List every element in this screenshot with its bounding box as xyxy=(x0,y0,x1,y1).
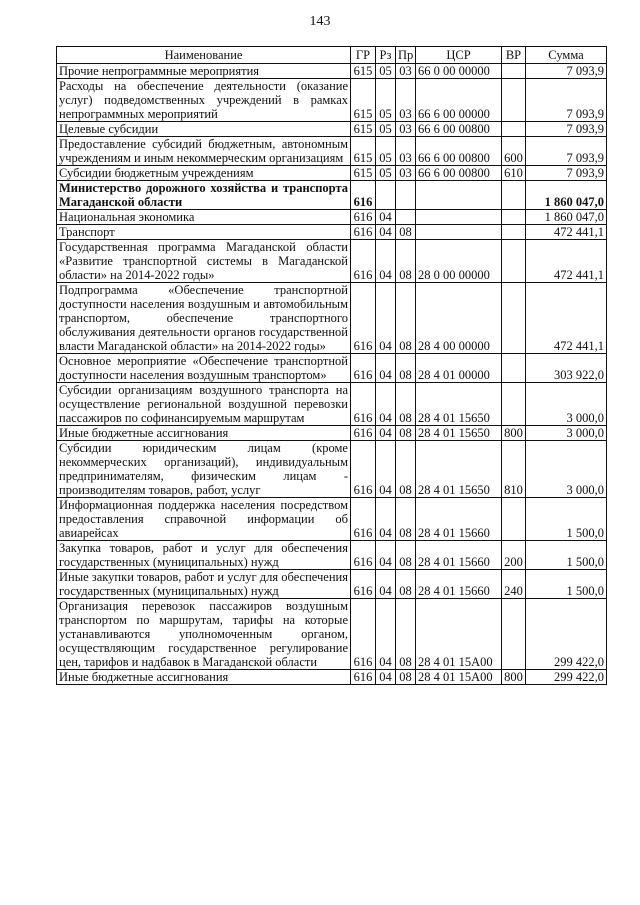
cell-rz: 05 xyxy=(376,64,396,79)
cell-pr: 08 xyxy=(396,383,416,426)
table-row xyxy=(57,122,607,137)
table-row xyxy=(57,225,607,240)
header-sum: Сумма xyxy=(526,47,607,64)
cell-rz xyxy=(376,181,396,210)
cell-pr: 08 xyxy=(396,283,416,354)
cell-gr: 616 xyxy=(351,570,376,599)
cell-pr: 08 xyxy=(396,225,416,240)
cell-rz: 05 xyxy=(376,166,396,181)
cell-vr xyxy=(502,181,526,210)
cell-gr: 616 xyxy=(351,441,376,498)
header-name: Наименование xyxy=(57,47,351,64)
cell-name: Субсидии организациям воздушного транспорта на осуществление региональной воздушной перевозки пассажиров по софинансируемым маршрутам xyxy=(57,383,351,426)
cell-vr xyxy=(502,122,526,137)
table-header-row xyxy=(57,47,607,64)
table-row xyxy=(57,426,607,441)
cell-name: Субсидии бюджетным учреждениям xyxy=(57,166,351,181)
cell-name: Национальная экономика xyxy=(57,210,351,225)
cell-name: Транспорт xyxy=(57,225,351,240)
table-row xyxy=(57,670,607,685)
cell-gr: 616 xyxy=(351,383,376,426)
cell-sum: 7 093,9 xyxy=(526,64,607,79)
cell-rz: 05 xyxy=(376,122,396,137)
cell-vr xyxy=(502,383,526,426)
cell-name: Предоставление субсидий бюджетным, автономным учреждениям и иным некоммерческим организациям xyxy=(57,137,351,166)
cell-vr xyxy=(502,599,526,670)
cell-rz: 04 xyxy=(376,670,396,685)
cell-rz: 05 xyxy=(376,79,396,122)
cell-name: Подпрограмма «Обеспечение транспортной доступности населения воздушным и автомобильным транспортом, обеспечение транспортного обслуживания деятельности органов государственной власти Магаданской области» на 2014-2022 годы» xyxy=(57,283,351,354)
header-pr: Пр xyxy=(396,47,416,64)
cell-sum: 472 441,1 xyxy=(526,225,607,240)
cell-vr xyxy=(502,283,526,354)
table-row xyxy=(57,64,607,79)
cell-rz: 04 xyxy=(376,498,396,541)
cell-csr: 28 4 01 00000 xyxy=(416,354,502,383)
cell-pr: 08 xyxy=(396,541,416,570)
table-row xyxy=(57,498,607,541)
cell-pr: 08 xyxy=(396,498,416,541)
cell-sum: 472 441,1 xyxy=(526,283,607,354)
cell-csr: 66 6 00 00800 xyxy=(416,122,502,137)
cell-csr: 28 4 01 15660 xyxy=(416,541,502,570)
cell-rz: 04 xyxy=(376,225,396,240)
cell-vr xyxy=(502,210,526,225)
cell-rz: 04 xyxy=(376,441,396,498)
cell-gr: 616 xyxy=(351,426,376,441)
cell-gr: 615 xyxy=(351,166,376,181)
cell-sum: 7 093,9 xyxy=(526,137,607,166)
header-gr: ГР xyxy=(351,47,376,64)
cell-vr: 600 xyxy=(502,137,526,166)
table-row xyxy=(57,181,607,210)
cell-pr: 08 xyxy=(396,354,416,383)
cell-pr: 08 xyxy=(396,599,416,670)
cell-csr: 66 6 00 00800 xyxy=(416,137,502,166)
cell-name: Государственная программа Магаданской области «Развитие транспортной системы в Магаданской области» на 2014-2022 годы» xyxy=(57,240,351,283)
cell-name: Субсидии юридическим лицам (кроме некоммерческих организаций), индивидуальным предпринимателям, физическим лицам - производителям товаров, работ, услуг xyxy=(57,441,351,498)
table-row xyxy=(57,283,607,354)
cell-gr: 615 xyxy=(351,64,376,79)
cell-vr xyxy=(502,225,526,240)
cell-gr: 616 xyxy=(351,181,376,210)
cell-csr: 28 4 01 15650 xyxy=(416,426,502,441)
cell-rz: 04 xyxy=(376,426,396,441)
cell-pr: 08 xyxy=(396,570,416,599)
cell-rz: 04 xyxy=(376,354,396,383)
table-row xyxy=(57,383,607,426)
cell-name: Иные бюджетные ассигнования xyxy=(57,670,351,685)
cell-pr: 03 xyxy=(396,166,416,181)
cell-name: Целевые субсидии xyxy=(57,122,351,137)
cell-csr xyxy=(416,210,502,225)
cell-csr: 66 6 00 00000 xyxy=(416,79,502,122)
table-row xyxy=(57,79,607,122)
cell-csr: 28 0 00 00000 xyxy=(416,240,502,283)
cell-sum: 299 422,0 xyxy=(526,599,607,670)
cell-sum: 299 422,0 xyxy=(526,670,607,685)
table-row xyxy=(57,570,607,599)
cell-sum: 1 500,0 xyxy=(526,541,607,570)
cell-name: Прочие непрограммные мероприятия xyxy=(57,64,351,79)
cell-sum: 1 500,0 xyxy=(526,570,607,599)
cell-sum: 1 860 047,0 xyxy=(526,210,607,225)
cell-name: Министерство дорожного хозяйства и транспорта Магаданской области xyxy=(57,181,351,210)
cell-vr xyxy=(502,79,526,122)
table-row xyxy=(57,599,607,670)
cell-pr: 08 xyxy=(396,426,416,441)
cell-pr: 03 xyxy=(396,137,416,166)
cell-csr: 28 4 00 00000 xyxy=(416,283,502,354)
cell-vr xyxy=(502,498,526,541)
table-row xyxy=(57,137,607,166)
cell-pr: 03 xyxy=(396,79,416,122)
cell-pr: 03 xyxy=(396,122,416,137)
cell-gr: 616 xyxy=(351,498,376,541)
cell-pr: 08 xyxy=(396,670,416,685)
cell-vr: 240 xyxy=(502,570,526,599)
cell-name: Расходы на обеспечение деятельности (оказание услуг) подведомственных учреждений в рамках непрограммных мероприятий xyxy=(57,79,351,122)
cell-vr xyxy=(502,240,526,283)
cell-sum: 303 922,0 xyxy=(526,354,607,383)
cell-name: Иные бюджетные ассигнования xyxy=(57,426,351,441)
budget-table xyxy=(56,46,607,685)
table-row xyxy=(57,166,607,181)
cell-csr: 28 4 01 15650 xyxy=(416,441,502,498)
cell-name: Информационная поддержка населения посредством предоставления справочной информации об авиарейсах xyxy=(57,498,351,541)
cell-gr: 616 xyxy=(351,541,376,570)
cell-pr xyxy=(396,210,416,225)
cell-gr: 616 xyxy=(351,210,376,225)
cell-sum: 3 000,0 xyxy=(526,441,607,498)
cell-rz: 04 xyxy=(376,383,396,426)
cell-sum: 3 000,0 xyxy=(526,426,607,441)
cell-sum: 7 093,9 xyxy=(526,79,607,122)
cell-csr: 28 4 01 15А00 xyxy=(416,670,502,685)
cell-sum: 7 093,9 xyxy=(526,122,607,137)
cell-vr: 200 xyxy=(502,541,526,570)
cell-vr: 610 xyxy=(502,166,526,181)
cell-gr: 615 xyxy=(351,122,376,137)
cell-gr: 616 xyxy=(351,240,376,283)
header-vr: ВР xyxy=(502,47,526,64)
cell-sum: 472 441,1 xyxy=(526,240,607,283)
cell-csr: 66 6 00 00800 xyxy=(416,166,502,181)
cell-gr: 616 xyxy=(351,599,376,670)
cell-name: Иные закупки товаров, работ и услуг для обеспечения государственных (муниципальных) нужд xyxy=(57,570,351,599)
header-csr: ЦСР xyxy=(416,47,502,64)
table-row xyxy=(57,441,607,498)
cell-gr: 616 xyxy=(351,670,376,685)
cell-vr: 810 xyxy=(502,441,526,498)
cell-rz: 04 xyxy=(376,283,396,354)
cell-csr: 28 4 01 15660 xyxy=(416,570,502,599)
cell-rz: 04 xyxy=(376,240,396,283)
cell-sum: 1 500,0 xyxy=(526,498,607,541)
cell-csr xyxy=(416,181,502,210)
table-body xyxy=(57,64,607,685)
cell-name: Организация перевозок пассажиров воздушным транспортом по маршрутам, тарифы на которые устанавливаются уполномоченным органом, осуществляющим государственное регулирование цен, тарифов и надбавок в Магаданской области xyxy=(57,599,351,670)
cell-gr: 615 xyxy=(351,137,376,166)
table-row xyxy=(57,210,607,225)
cell-rz: 04 xyxy=(376,210,396,225)
table-row xyxy=(57,240,607,283)
cell-pr: 08 xyxy=(396,240,416,283)
cell-rz: 04 xyxy=(376,599,396,670)
cell-sum: 7 093,9 xyxy=(526,166,607,181)
cell-csr xyxy=(416,225,502,240)
cell-sum: 3 000,0 xyxy=(526,383,607,426)
cell-vr: 800 xyxy=(502,426,526,441)
cell-rz: 05 xyxy=(376,137,396,166)
page-number: 143 xyxy=(309,14,331,29)
cell-gr: 615 xyxy=(351,79,376,122)
cell-csr: 28 4 01 15660 xyxy=(416,498,502,541)
cell-pr: 08 xyxy=(396,441,416,498)
cell-vr: 800 xyxy=(502,670,526,685)
cell-csr: 28 4 01 15А00 xyxy=(416,599,502,670)
cell-rz: 04 xyxy=(376,570,396,599)
cell-rz: 04 xyxy=(376,541,396,570)
cell-sum: 1 860 047,0 xyxy=(526,181,607,210)
table-row xyxy=(57,541,607,570)
cell-gr: 616 xyxy=(351,354,376,383)
cell-pr: 03 xyxy=(396,64,416,79)
cell-csr: 66 0 00 00000 xyxy=(416,64,502,79)
table-row xyxy=(57,354,607,383)
cell-csr: 28 4 01 15650 xyxy=(416,383,502,426)
cell-pr xyxy=(396,181,416,210)
cell-vr xyxy=(502,354,526,383)
cell-name: Закупка товаров, работ и услуг для обеспечения государственных (муниципальных) нужд xyxy=(57,541,351,570)
header-rz: Рз xyxy=(376,47,396,64)
cell-vr xyxy=(502,64,526,79)
cell-gr: 616 xyxy=(351,225,376,240)
cell-name: Основное мероприятие «Обеспечение транспортной доступности населения воздушным транспортом» xyxy=(57,354,351,383)
cell-gr: 616 xyxy=(351,283,376,354)
